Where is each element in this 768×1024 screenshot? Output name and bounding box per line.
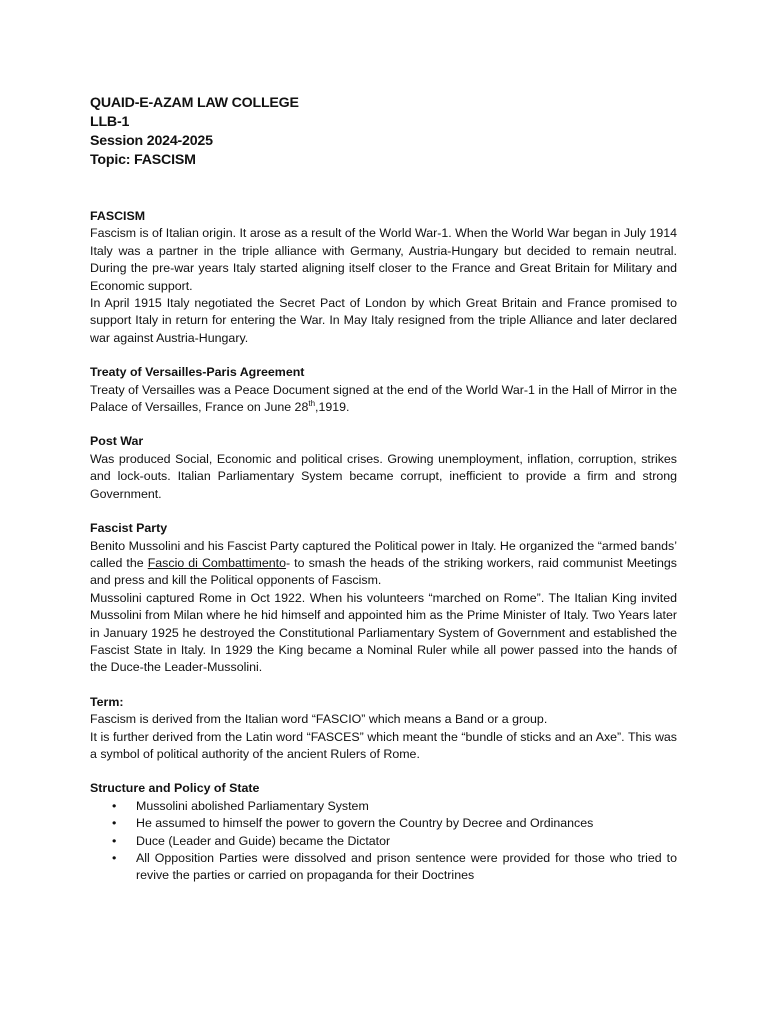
section-versailles [90,364,677,416]
bullet-icon: • [112,816,117,831]
list-item-text: He assumed to himself the power to govern the Country by Decree and Ordinances [136,816,594,831]
paragraph: In April 1915 Italy negotiated the Secret Pact of London by which Great Britain and France promised to support Italy in return for entering the War. In May Italy resigned from the triple Alliance and later declared war against Austria-Hungary. [90,296,677,345]
section-heading: Structure and Policy of State [90,781,260,796]
topic-label: Topic: FASCISM [90,152,196,168]
list-item [90,815,677,832]
document-header [90,94,677,170]
section-fascist-party [90,520,677,677]
paragraph: Fascism is of Italian origin. It arose as a result of the World War-1. When the World War began in July 1914 Italy was a partner in the triple alliance with Germany, Austria-Hungary but decided to remain neutral. During the pre-war years Italy started aligning itself closer to the France and Great Britain for Military and Economic support. [90,226,677,293]
section-structure [90,780,677,884]
paragraph: Mussolini captured Rome in Oct 1922. When his volunteers “marched on Rome”. The Italian King invited Mussolini from Milan where he hid himself and appointed him as the Prime Minister of Italy. Two Years later in January 1925 he destroyed the Constitutional Parliamentary System of Government and established the Fascist State in Italy. In 1929 the King became a Nominal Ruler while all power passed into the hands of the Duce-the Leader-Mussolini. [90,590,677,675]
section-heading: FASCISM [90,209,146,223]
bullet-list [90,798,677,885]
section-term [90,694,677,764]
paragraph: Fascism is derived from the Italian word “FASCIO” which means a Band or a group. [90,712,548,727]
section-heading: Treaty of Versailles-Paris Agreement [90,365,305,380]
section-heading: Post War [90,434,144,449]
paragraph: It is further derived from the Latin word “FASCES” which meant the “bundle of sticks and an Axe”. This was a symbol of political authority of the ancient Rulers of Rome. [90,729,677,761]
course-name: LLB-1 [90,114,130,130]
paragraph [90,538,677,590]
session-label: Session 2024-2025 [90,133,213,149]
college-name: QUAID-E-AZAM LAW COLLEGE [90,95,299,111]
underlined-term: Fascio di Combattimento [147,555,286,570]
section-fascism [90,208,677,347]
list-item [90,850,677,885]
section-heading: Term: [90,694,124,709]
bullet-icon: • [112,851,117,865]
bullet-icon: • [112,833,117,848]
section-post-war [90,433,677,503]
superscript: th [308,399,316,409]
text-run: Treaty of Versailles was a Peace Document signed at the end of the World War-1 in the Hall of Mirror in the Palace of Versailles, France on June 28 [90,382,677,415]
paragraph: Was produced Social, Economic and political crises. Growing unemployment, inflation, corruption, strikes and lock-outs. Italian Parliamentary System became corrupt, inefficient to provide a firm and strong Government. [90,451,677,501]
text-run: Benito Mussolini and his Fascist Party captured the Political power in Italy. He organized the “armed bands’ called the [90,538,677,570]
list-item-text: All Opposition Parties were dissolved and prison sentence were provided for those who tried to revive the parties or carried on propaganda for their Doctrines [136,851,677,883]
paragraph [90,382,677,417]
section-heading: Fascist Party [90,521,168,536]
text-run: ,1919. [315,400,350,415]
document-page [90,94,677,902]
list-item [90,833,677,850]
list-item-text: Mussolini abolished Parliamentary System [136,798,369,813]
text-run: - to smash the heads of the striking workers, raid communist Meetings and press and kill the Political opponents of Fascism. [90,555,678,588]
list-item [90,798,677,815]
bullet-icon: • [112,798,117,813]
list-item-text: Duce (Leader and Guide) became the Dictator [136,833,391,848]
